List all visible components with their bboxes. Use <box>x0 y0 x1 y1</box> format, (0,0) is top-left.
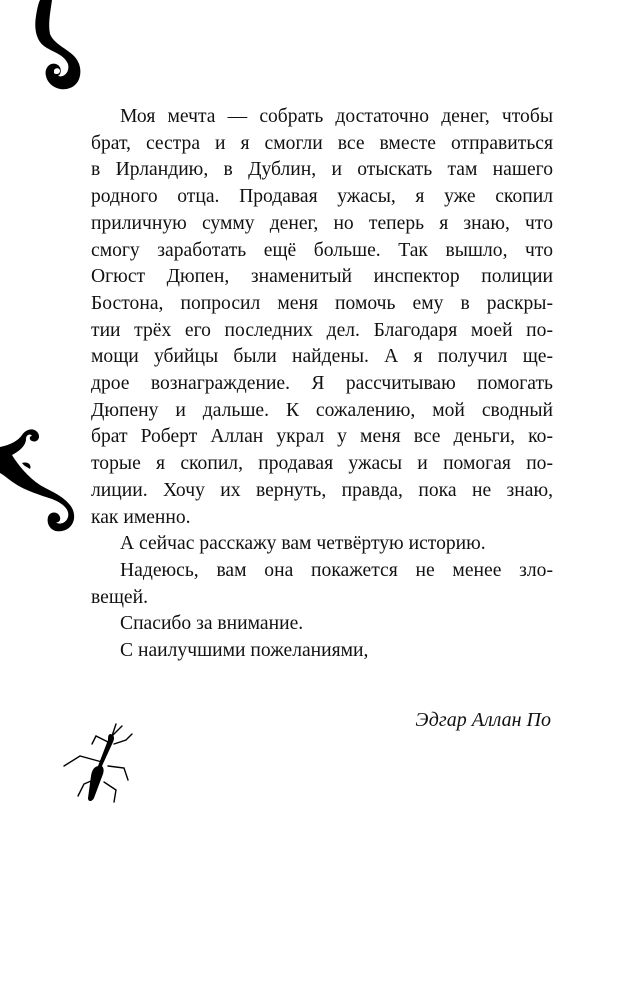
text-line: лиции. Хочу их вернуть, правда, пока не знаю, <box>91 479 553 501</box>
signature: Эдгар Аллан По <box>415 709 551 731</box>
text-line: Бостона, попросил меня помочь ему в раскры- <box>91 292 553 314</box>
text-line: мощи убийцы были найдены. А я получил ще- <box>91 346 553 368</box>
paragraph <box>91 531 553 558</box>
curl-ornament-icon <box>0 0 90 100</box>
text-line: С наилучшими пожеланиями, <box>120 640 369 662</box>
text-line: Дюпену и дальше. К сожалению, мой сводный <box>91 399 553 421</box>
text-line: смогу заработать ещё больше. Так вышло, что <box>91 239 553 261</box>
text-line: Надеюсь, вам она покажется не менее зло- <box>120 559 553 581</box>
branch-ornament-icon <box>0 425 90 545</box>
text-line: Моя мечта — собрать достаточно денег, чтобы <box>120 106 553 127</box>
insect-icon <box>58 722 138 812</box>
text-line: как именно. <box>91 506 191 528</box>
paragraph <box>91 104 553 531</box>
paragraph <box>91 611 553 638</box>
text-line: А сейчас расскажу вам четвёртую историю. <box>120 533 486 555</box>
text-line: Спасибо за внимание. <box>120 613 304 635</box>
text-line: в Ирландию, в Дублин, и отыскать там нашего <box>91 159 553 181</box>
paragraph <box>91 558 553 611</box>
text-line: вещей. <box>91 586 149 608</box>
text-line: родного отца. Продавая ужасы, я уже скопил <box>91 186 553 208</box>
text-line: дрое вознаграждение. Я рассчитываю помогать <box>91 373 553 395</box>
paragraph <box>91 638 553 665</box>
text-line: Огюст Дюпен, знаменитый инспектор полиции <box>91 266 553 288</box>
text-line: брат Роберт Аллан украл у меня все деньги, ко- <box>91 426 553 448</box>
letter-body <box>91 104 553 665</box>
text-line: тии трёх его последних дел. Благодаря моей по- <box>91 319 553 341</box>
text-line: брат, сестра и я смогли все вместе отправиться <box>91 132 553 154</box>
text-line: торые я скопил, продавая ужасы и помогая по- <box>91 453 553 475</box>
text-line: приличную сумму денег, но теперь я знаю, что <box>91 212 553 234</box>
